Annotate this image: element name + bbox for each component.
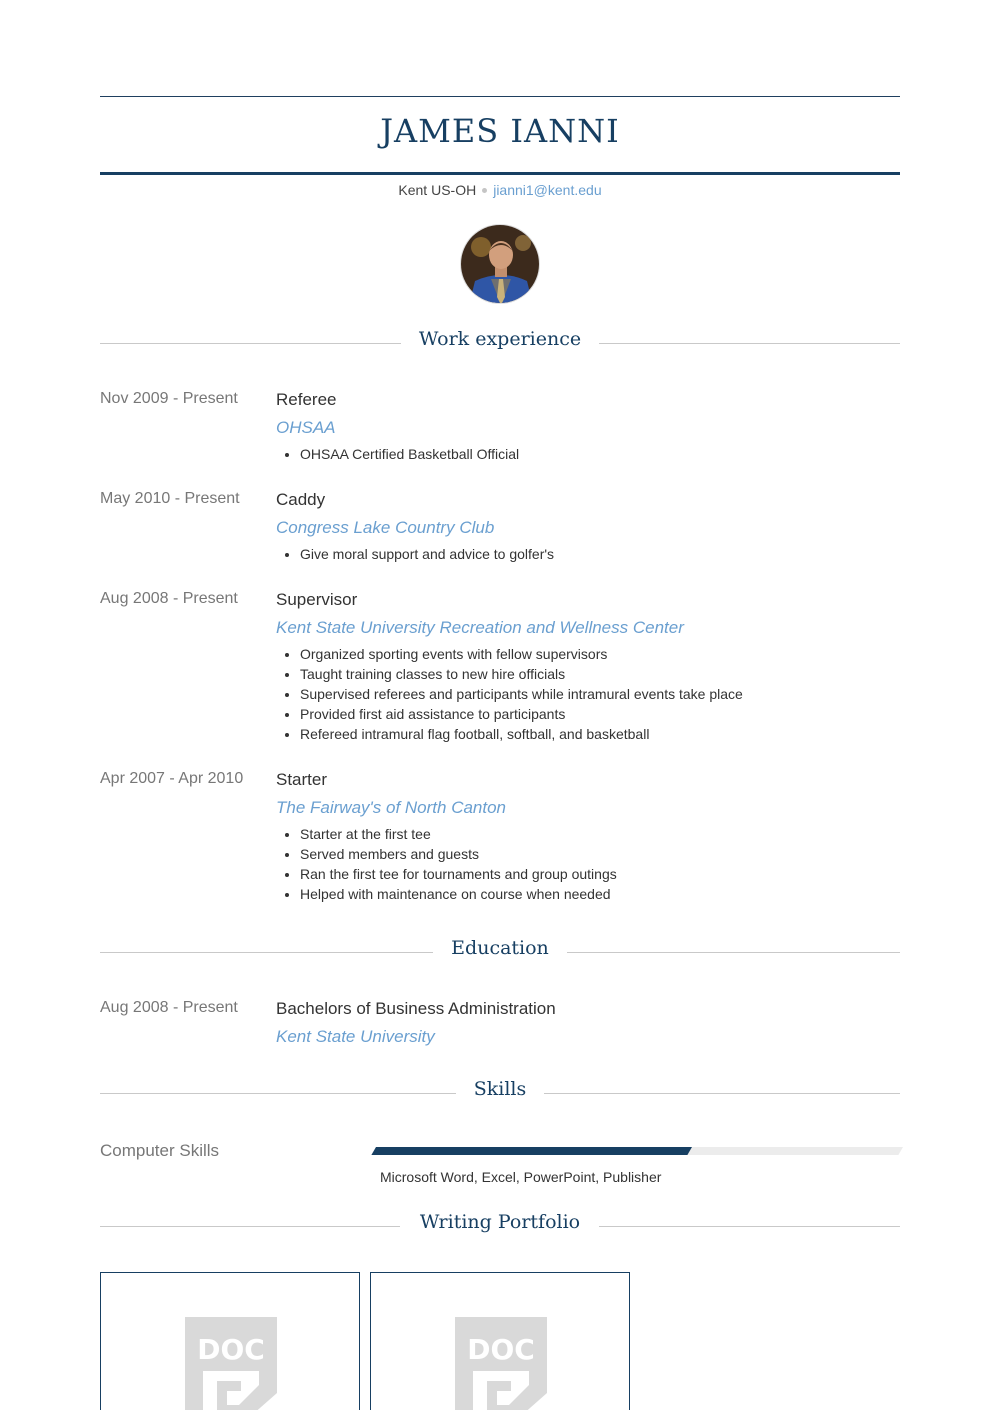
entry-school: Kent State University	[276, 1027, 435, 1046]
entry-date: Apr 2007 - Apr 2010	[100, 770, 244, 787]
section-header-skills	[100, 1078, 900, 1108]
skill-name: Computer Skills	[100, 1141, 220, 1160]
bullet-item: • Refereed intramural flag football, softball, and basketball	[300, 724, 743, 744]
entry-role: Starter	[276, 770, 328, 789]
entry-date: Aug 2008 - Present	[100, 590, 238, 607]
entry-organization: OHSAA	[276, 418, 336, 437]
section-title-portfolio: Writing Portfolio	[402, 1211, 598, 1233]
bullet-item: • Taught training classes to new hire officials	[300, 664, 743, 684]
skill-details: Microsoft Word, Excel, PowerPoint, Publisher	[380, 1169, 662, 1185]
entry-bullets	[300, 644, 743, 744]
entry-organization: Kent State University Recreation and Wellness Center	[276, 618, 684, 637]
avatar	[460, 224, 540, 304]
header-top-rule	[100, 96, 900, 97]
section-header-education	[100, 937, 900, 967]
bullet-item: • Supervised referees and participants while intramural events take place	[300, 684, 743, 704]
bullet-item: • Organized sporting events with fellow supervisors	[300, 644, 743, 664]
skill-level-fill	[371, 1147, 692, 1155]
portfolio-document-card[interactable]	[370, 1272, 630, 1410]
bullet-item: • Give moral support and advice to golfer's	[300, 544, 554, 564]
section-header-work	[100, 328, 900, 358]
entry-degree: Bachelors of Business Administration	[276, 999, 556, 1018]
doc-file-icon	[453, 1315, 549, 1410]
bullet-item: • Helped with maintenance on course when needed	[300, 884, 617, 904]
entry-bullets	[300, 444, 519, 464]
section-title-education: Education	[433, 937, 567, 959]
entry-role: Supervisor	[276, 590, 358, 609]
bullet-item: • OHSAA Certified Basketball Official	[300, 444, 519, 464]
bullet-item: • Provided first aid assistance to participants	[300, 704, 743, 724]
entry-organization: Congress Lake Country Club	[276, 518, 495, 537]
entry-bullets	[300, 824, 617, 904]
location: Kent US-OH	[398, 182, 477, 198]
header-bottom-rule	[100, 172, 900, 175]
candidate-name: JAMES IANNI	[380, 112, 620, 150]
doc-icon-label: DOC	[197, 1333, 265, 1366]
doc-icon-label: DOC	[467, 1333, 535, 1366]
resume-page	[100, 0, 900, 1410]
skill-level-bar	[371, 1147, 903, 1155]
bullet-item: • Starter at the first tee	[300, 824, 617, 844]
bullet-item: • Ran the first tee for tournaments and group outings	[300, 864, 617, 884]
contact-line	[100, 182, 900, 198]
section-title-skills: Skills	[456, 1078, 545, 1100]
entry-date: Nov 2009 - Present	[100, 390, 238, 407]
bullet-item: • Served members and guests	[300, 844, 617, 864]
avatar-photo	[461, 225, 540, 304]
section-header-portfolio	[100, 1211, 900, 1241]
entry-organization: The Fairway's of North Canton	[276, 798, 507, 817]
entry-bullets	[300, 544, 554, 564]
entry-role: Referee	[276, 390, 337, 409]
separator-dot-icon	[482, 188, 487, 193]
entry-role: Caddy	[276, 490, 326, 509]
entry-date: May 2010 - Present	[100, 490, 240, 507]
entry-date: Aug 2008 - Present	[100, 999, 238, 1016]
portfolio-document-card[interactable]	[100, 1272, 360, 1410]
email-link[interactable]: jianni1@kent.edu	[493, 182, 602, 198]
section-title-work: Work experience	[401, 328, 599, 350]
doc-file-icon	[183, 1315, 279, 1410]
